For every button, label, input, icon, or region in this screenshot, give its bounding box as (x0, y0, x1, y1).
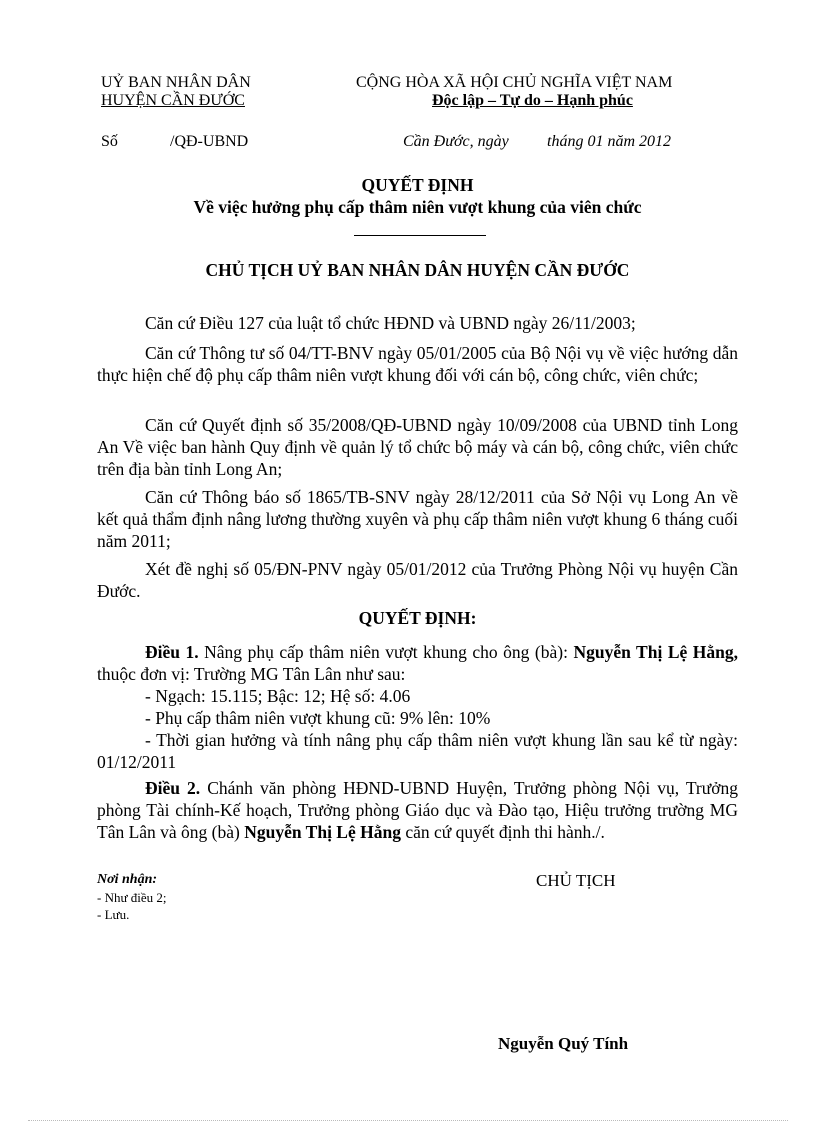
document-number-prefix: Số (101, 133, 118, 150)
basis-paragraph-4: Căn cứ Thông báo số 1865/TB-SNV ngày 28/12/2011 của Sở Nội vụ Long An về kết quả thẩm định nâng lương thường xuyên và phụ cấp thâm niên vượt khung 6 tháng cuối năm 2011; (97, 487, 738, 551)
article-1-person: Nguyễn Thị Lệ Hằng, (573, 642, 738, 662)
national-motto: Độc lập – Tự do – Hạnh phúc (432, 92, 633, 109)
page-bottom-border (28, 1120, 788, 1121)
title-divider (354, 235, 486, 236)
agency-name-line1: UỶ BAN NHÂN DÂN (101, 74, 251, 91)
article-2-label: Điều 2. (145, 778, 201, 798)
proposal-paragraph: Xét đề nghị số 05/ĐN-PNV ngày 05/01/2012 của Trưởng Phòng Nội vụ huyện Cần Đước. (97, 559, 738, 601)
article-2: Điều 2. Chánh văn phòng HĐND-UBND Huyện, Trưởng phòng Nội vụ, Trưởng phòng Tài chính-Kế hoạch, Trưởng phòng Giáo dục và Đào tạo, Hiệu trưởng trường MG Tân Lân và ông (bà) Nguyễn Thị Lệ Hằng căn cứ quyết định thi hành./. (97, 778, 738, 842)
issuing-authority: CHỦ TỊCH UỶ BAN NHÂN DÂN HUYỆN CẦN ĐƯỚC (205, 260, 630, 280)
article-1: Điều 1. Nâng phụ cấp thâm niên vượt khung cho ông (bà): Nguyễn Thị Lệ Hằng, thuộc đơn vị: Trường MG Tân Lân như sau: (97, 642, 738, 684)
agency-name-line2: HUYỆN CẦN ĐƯỚC (101, 92, 245, 109)
national-title: CỘNG HÒA XÃ HỘI CHỦ NGHĨA VIỆT NAM (356, 74, 673, 91)
document-subject: Về việc hưởng phụ cấp thâm niên vượt khung của viên chức (193, 197, 642, 217)
signer-title: CHỦ TỊCH (536, 871, 616, 890)
recipient-item: - Lưu. (97, 907, 130, 922)
article-2-person: Nguyễn Thị Lệ Hằng (244, 822, 401, 842)
decision-heading: QUYẾT ĐỊNH: (358, 608, 477, 628)
basis-paragraph-3: Căn cứ Quyết định số 35/2008/QĐ-UBND ngày 10/09/2008 của UBND tỉnh Long An Về việc ban hành Quy định về quản lý tổ chức bộ máy và cán bộ, công chức, viên chức trên địa bàn tỉnh Long An; (97, 415, 738, 479)
article-1-item-period: - Thời gian hưởng và tính nâng phụ cấp thâm niên vượt khung lần sau kể từ ngày: 01/12/2011 (97, 730, 738, 772)
article-1-label: Điều 1. (145, 642, 199, 662)
basis-paragraph-1: Căn cứ Điều 127 của luật tổ chức HĐND và UBND ngày 26/11/2003; (145, 313, 636, 333)
recipients-heading: Nơi nhận: (97, 872, 158, 887)
document-title: QUYẾT ĐỊNH (361, 175, 474, 195)
place-date-part2: tháng 01 năm 2012 (547, 133, 671, 150)
article-1-item-allowance: - Phụ cấp thâm niên vượt khung cũ: 9% lên: 10% (145, 708, 491, 728)
place-date-part1: Cần Đước, ngày (403, 133, 509, 150)
signer-name: Nguyễn Quý Tính (498, 1034, 629, 1053)
article-1-item-grade: - Ngạch: 15.115; Bậc: 12; Hệ số: 4.06 (145, 686, 411, 706)
recipient-item: - Như điều 2; (97, 890, 167, 905)
document-number-code: /QĐ-UBND (170, 133, 249, 150)
basis-paragraph-2: Căn cứ Thông tư số 04/TT-BNV ngày 05/01/2005 của Bộ Nội vụ về việc hướng dẫn thực hiện chế độ phụ cấp thâm niên vượt khung đối với cán bộ, công chức, viên chức; (97, 343, 738, 385)
